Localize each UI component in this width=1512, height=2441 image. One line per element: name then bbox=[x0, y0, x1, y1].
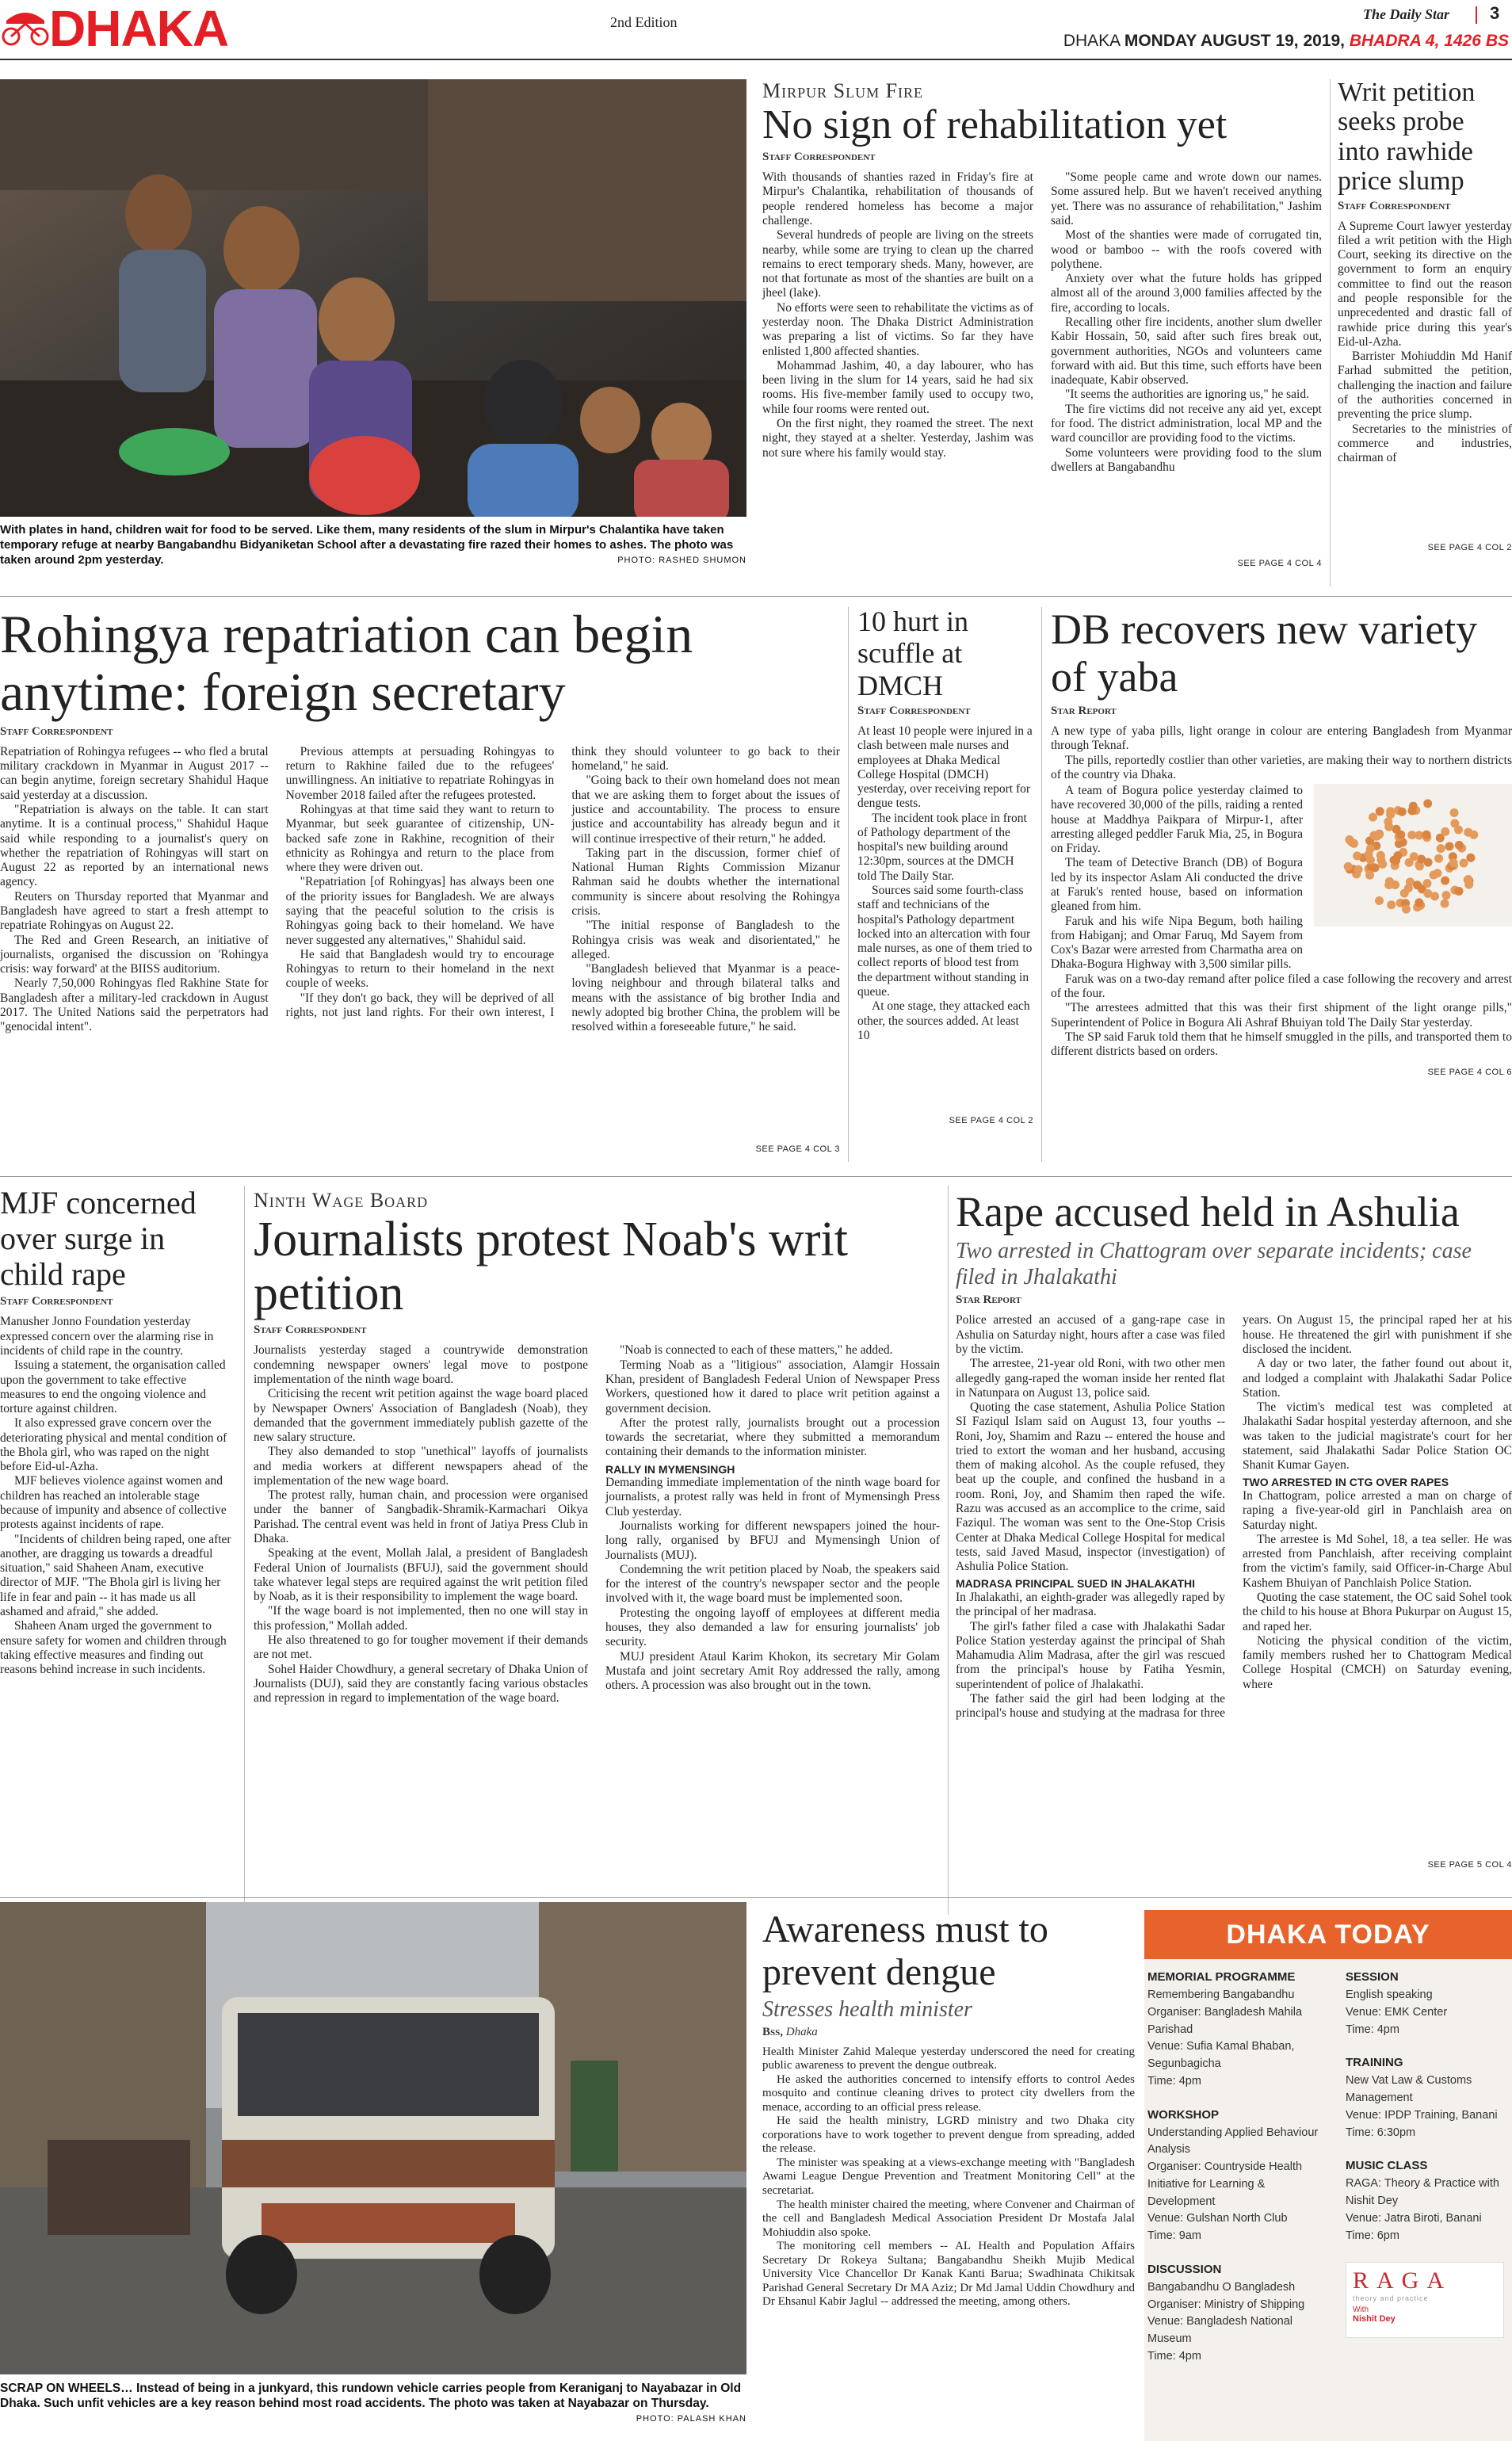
pill-dot bbox=[1376, 856, 1385, 865]
event-heading: DISCUSSION bbox=[1147, 2262, 1222, 2276]
event-line: Venue: Sufia Kamal Bhaban, Segunbagicha bbox=[1147, 2040, 1295, 2070]
story-body bbox=[762, 2046, 1135, 2309]
column-rule bbox=[948, 1186, 949, 1915]
pill-dot bbox=[1375, 896, 1384, 905]
story-headline[interactable]: 10 hurt in scuffle at DMCH bbox=[857, 605, 968, 701]
story-byline: Staff Correspondent bbox=[0, 1295, 113, 1308]
paragraph: The father said the girl had been lodging at the principal's house and studying at the madrasa for three years. On August 15, the principal raped her at his house. He threatened the girl with punishment if she disclosed the incident. bbox=[956, 1313, 1512, 1721]
rickshaw-logo-icon bbox=[2, 5, 49, 48]
paragraph: Health Minister Zahid Maleque yesterday underscored the need for creating public awareness to prevent the dengue outbreak. bbox=[762, 2045, 1135, 2072]
paragraph: Secretaries to the ministries of commerce and industries, chairman of bbox=[1338, 422, 1512, 465]
paragraph: He asked the authorities concerned to intensify efforts to control Aedes mosquito and continue cleaning drives to protect city dwellers from the menace, according to an official press release. bbox=[762, 2072, 1135, 2114]
story-noab bbox=[254, 1189, 940, 1855]
story-body bbox=[0, 745, 840, 1143]
pill-dot bbox=[1430, 892, 1439, 900]
paragraph: "Bangladesh believed that Myanmar is a peace-loving neighbour and through bilateral talks and means with the assistance of big brother India and newly adopted big brother China, the problem will be resolved within a foreseeable future," he said. bbox=[571, 962, 840, 1034]
paragraph: The monitoring cell members -- AL Health and Population Affairs Secretary Dr Rokeya Sultana; Bangabandhu Sheikh Mujib Medical University Vice Chancellor Dr Kanak Kanti Barua; Swadhinata Chikitsak Parishad General Secretary Dr MA Aziz; Dr Md Jamal Uddin Chowdhury and Dr Ehsanul Kabir Jaglul -- addressed the meeting, among others. bbox=[762, 2240, 1135, 2309]
pill-dot bbox=[1455, 887, 1464, 896]
paragraph: Previous attempts at persuading Rohingyas to return to Rakhine failed due to the refugees' unwillingness. An initiative to repatriate Rohingyas in November 2018 failed after the refugees protested. bbox=[285, 744, 555, 802]
paragraph: A new type of yaba pills, light orange in colour are entering Bangladesh from Myanmar through Teknaf. bbox=[1051, 724, 1512, 753]
paragraph: He said that Bangladesh would try to encourage Rohingyas to return to their homeland in the next couple of weeks. bbox=[285, 947, 555, 991]
section-title: DHAKA bbox=[49, 0, 229, 57]
paragraph: Condemning the writ petition placed by Noab, the speakers said for the interest of the country's newspaper sector and the people involved with it, the wage board must be implemented soon. bbox=[605, 1562, 940, 1606]
paragraph: Criticising the recent writ petition against the wage board placed by Newspaper Owners' Association of Bangladesh (Noab), they demanded that the government immediately publish gazette of the new salary structure. bbox=[254, 1387, 588, 1445]
pill-dot bbox=[1424, 858, 1433, 867]
paragraph: "If they don't go back, they will be deprived of all rights, not just land rights. For their own interest, I think they should volunteer to go back to their homeland," he said. bbox=[285, 744, 840, 1019]
paragraph: Some volunteers were providing food to the slum dwellers at Bangabandhu bbox=[1051, 445, 1322, 474]
paragraph: After the protest rally, journalists brought out a procession towards the secretariat, where they submitted a memorandum containing their demands to the information minister. bbox=[605, 1415, 940, 1459]
pill-dot bbox=[1405, 858, 1414, 867]
pill-dot bbox=[1460, 859, 1468, 868]
event-line: Venue: Gulshan North Club bbox=[1147, 2212, 1288, 2225]
paragraph: Issuing a statement, the organisation called upon the government to take effective measures to end the ongoing violence and torture against children. bbox=[0, 1358, 226, 1416]
pill-dot bbox=[1384, 823, 1393, 831]
event-line: Venue: EMK Center bbox=[1346, 2005, 1448, 2019]
paragraph: Terming Noab as a "litigious" association, Alamgir Hossain Khan, president of Bangladesh Federal Union of Newspaper Press Workers, questioned how it dared to place writ petition against a government decision. bbox=[605, 1358, 940, 1415]
paragraph: Nearly 7,50,000 Rohingyas fled Rakhine State for Bangladesh after a military-led crackdown in August 2017. The United Nations said the perpetrators had "genocidal intent". bbox=[0, 976, 269, 1034]
story-kicker: Mirpur Slum Fire bbox=[762, 79, 924, 102]
paragraph: Reuters on Thursday reported that Myanmar and Bangladesh have agreed to start a fresh attempt to repatriate Rohingyas on August 22. bbox=[0, 889, 269, 933]
event-line: Time: 6pm bbox=[1346, 2229, 1399, 2242]
pill-dot bbox=[1442, 891, 1451, 900]
paragraph: Noticing the physical condition of the victim, family members rushed her to Chattogram Medical College Hospital (CMCH) on Saturday evening, where bbox=[1243, 1633, 1512, 1691]
paragraph: "Repatriation is always on the table. It can start anytime. It is a continual process," Shahidul Haque said while responding to a journalist's query on whether the repatriation of Rohingyas will start on August 22 as reported by an international news agency. bbox=[0, 803, 269, 889]
paragraph: Police arrested an accused of a gang-rape case in Ashulia on Saturday night, hours after a case was filed by the victim. bbox=[956, 1313, 1225, 1356]
event-line: Time: 6:30pm bbox=[1346, 2126, 1416, 2139]
paragraph: Recalling other fire incidents, another slum dweller Kabir Hossain, 50, said after such fires break out, government authorities, NGOs and volunteers came forward with aid. But this time, such efforts have been inadequate, Kabir observed. bbox=[1051, 315, 1322, 388]
subhead: TWO ARRESTED IN CTG OVER RAPES bbox=[1243, 1476, 1449, 1489]
paragraph: Barrister Mohiuddin Md Hanif Farhad submitted the petition, challenging the inaction and failure of the authorities concerned in preventing the price slump. bbox=[1338, 350, 1512, 422]
story-body-bottom bbox=[1051, 972, 1512, 1066]
story-body bbox=[857, 724, 1033, 1114]
horizontal-rule bbox=[0, 596, 1512, 597]
raga-ad[interactable] bbox=[1346, 2262, 1504, 2338]
pill-dot bbox=[1437, 844, 1445, 853]
event-heading: SESSION bbox=[1346, 1970, 1399, 1984]
pill-dot bbox=[1441, 827, 1449, 836]
pill-dot bbox=[1466, 854, 1475, 862]
paragraph: Quoting the case statement, the OC said Sohel took the child to his house at Bhora Pukurpar on August 15, and raped her. bbox=[1243, 1590, 1512, 1633]
column-rule bbox=[1330, 79, 1331, 586]
subhead: RALLY IN MYMENSINGH bbox=[605, 1462, 735, 1476]
event-heading: TRAINING bbox=[1346, 2056, 1403, 2070]
paragraph: The team of Detective Branch (DB) of Bogura led by its inspector Aslam Ali conducted the drive at Faruk's rented house, based on information gleaned from him. bbox=[1051, 856, 1303, 914]
paragraph: The health minister chaired the meeting, where Convener and Chairman of the cell and Bangladesh Medical Association President Dr Mostafa Jalal Mohiuddin also spoke. bbox=[762, 2198, 1135, 2239]
dateline bbox=[1030, 32, 1509, 51]
masthead-rule bbox=[0, 59, 1512, 60]
event-block bbox=[1346, 2056, 1504, 2141]
pill-dot bbox=[1441, 877, 1449, 885]
column-rule bbox=[1041, 607, 1042, 1162]
pill-dot bbox=[1396, 831, 1405, 839]
horizontal-rule bbox=[0, 1176, 1512, 1177]
event-line: Organiser: Ministry of Shipping bbox=[1147, 2298, 1305, 2311]
paragraph: The incident took place in front of Pathology department of the hospital's new building around 12:30pm, sources at the DMCH told The Daily Star. bbox=[857, 811, 1027, 883]
paragraph: The SP said Faruk told them that he himself smuggled in the pills, and transported them to different districts based on orders. bbox=[1051, 1029, 1512, 1059]
event-block bbox=[1346, 1970, 1504, 2038]
paragraph: Mohammad Jashim, 40, a day labourer, who has been living in the slum for 14 years, said he had six rooms. His five-member family used to occupy two, while four rooms were rented out. bbox=[762, 358, 1033, 416]
event-line: Understanding Applied Behaviour Analysis bbox=[1147, 2126, 1319, 2156]
story-ashulia bbox=[956, 1189, 1512, 1870]
pill-dot bbox=[1430, 871, 1438, 880]
event-line: Remembering Bangabandhu bbox=[1147, 1988, 1295, 2001]
dhaka-today-columns bbox=[1144, 1959, 1512, 2383]
pill-dot bbox=[1398, 808, 1407, 816]
paragraph: The protest rally, human chain, and procession were organised under the banner of Sangbadik-Shramik-Karmachari Oikya Parishad. The central event was held in front of Jatiya Press Club in Dhaka. bbox=[254, 1488, 588, 1546]
slum-children-photo bbox=[0, 79, 746, 517]
paragraph: The girl's father filed a case with Jhalakathi Sadar Police Station yesterday against the principal of Shah Mahamudia Alim Madrasa, after the girl was rescued from the principal's house by Fatiha Yesmin, superintendent of police of Jhalakathi. bbox=[956, 1619, 1225, 1691]
paragraph: MJF believes violence against women and children has reached an intolerable stage because of impunity and absence of collective protests against incidents of rape. bbox=[0, 1474, 227, 1532]
story-byline: Star Report bbox=[1051, 704, 1117, 717]
yaba-pills-photo bbox=[1314, 784, 1512, 926]
event-line: English speaking bbox=[1346, 1988, 1433, 2001]
events-left bbox=[1147, 1970, 1333, 2383]
pill-dot bbox=[1376, 807, 1384, 816]
pill-dot bbox=[1450, 819, 1459, 828]
story-byline: Staff Correspondent bbox=[857, 704, 971, 717]
paragraph: The victim's medical test was completed at Jhalakathi Sadar hospital yesterday afternoon, and she was taken to the judicial magistrate's court for her statement, said Jhalakathi Sadar Police Station OC Shanit Kumar Gayen. bbox=[1243, 1400, 1512, 1473]
paragraph: A day or two later, the father found out about it, and lodged a complaint with Jhalakathi Sadar Police Station. bbox=[1243, 1357, 1512, 1400]
pill-dot bbox=[1369, 813, 1377, 822]
paragraph: In Jhalakathi, an eighth-grader was allegedly raped by the principal of her madrasa. bbox=[956, 1590, 1225, 1619]
paragraph: Several hundreds of people are living on the streets nearby, while some are trying to clean up the charred remains to erect temporary sheds. Many, however, are not that fortunate as most of the shanties are built on a jheel (lake). bbox=[762, 228, 1033, 300]
pill-dot bbox=[1434, 854, 1443, 863]
photo-credit: PHOTO: PALASH KHAN bbox=[636, 2413, 746, 2424]
event-line: Venue: IPDP Training, Banani bbox=[1346, 2108, 1498, 2122]
dhaka-today-box bbox=[1144, 1910, 1512, 2441]
paragraph: No efforts were seen to rehabilitate the victims as of yesterday noon. The Dhaka District Administration was preparing a list of victims. So far they have enlisted 1,800 affected shanties. bbox=[762, 300, 1033, 358]
pill-dot bbox=[1413, 881, 1422, 889]
story-byline: Staff Correspondent bbox=[254, 1324, 367, 1337]
paragraph: The pills, reportedly costlier than other varieties, are making their way to northern districts of the country via Dhaka. bbox=[1051, 753, 1512, 781]
dateline-bengali: BHADRA 4, 1426 BS bbox=[1349, 32, 1509, 50]
paragraph: Manusher Jonno Foundation yesterday expressed concern over the alarming rise in incidents of child rape in the country. bbox=[0, 1315, 214, 1358]
paragraph: "Some people came and wrote down our names. Some assured help. But we haven't received anything yet. There was no assurance of rehabilitation," Jashim said. bbox=[1051, 170, 1322, 227]
story-yaba bbox=[1051, 605, 1512, 1077]
story-body bbox=[762, 170, 1322, 557]
event-line: Time: 9am bbox=[1147, 2229, 1201, 2242]
paragraph: "Going back to their own homeland does not mean that we are asking them to forget about the issues of justice and accountability. The process to ensure justice and accountability has already begun and it will continue irrespective of their return," he added. bbox=[571, 774, 840, 846]
paragraph: "Incidents of children being raped, one after another, are dragging us towards a dreadful situation," said Shaheen Anam, executive director of MJF. "The Bhola girl is living her life in fear and pain -- it has made us all ashamed and afraid," she added. bbox=[0, 1532, 231, 1619]
paragraph: Shaheen Anam urged the government to ensure safety for women and children through taking effective measures and finding out reasons behind increase in such incidents. bbox=[0, 1619, 227, 1677]
story-body bbox=[1051, 724, 1512, 782]
story-writ bbox=[1338, 78, 1512, 552]
subhead: MADRASA PRINCIPAL SUED IN JHALAKATHI bbox=[956, 1577, 1196, 1591]
paragraph: Rohingyas at that time said they want to return to Myanmar, but seek guarantee of citizenship, UN-backed safe zone in Rakhine, recognition of their ethnicity as Rohingya and return to the place from where they were driven out. bbox=[285, 803, 555, 875]
story-body bbox=[0, 1315, 235, 1882]
byline-org: Bss, bbox=[762, 2025, 783, 2038]
paragraph: On the first night, they roamed the street. The next night, they stayed at a shelter. Yesterday, Jashim was not sure where his family would stay. bbox=[762, 416, 1033, 460]
dateline-city: DHAKA bbox=[1063, 32, 1121, 50]
pill-dot bbox=[1371, 863, 1380, 872]
paragraph: The minister was speaking at a views-exchange meeting with "Bangladesh Awami League Dengue Prevention and Treatment Monitoring Cell" at the secretariat. bbox=[762, 2156, 1135, 2197]
paragraph: The fire victims did not receive any aid yet, except for food. The district administration, local MP and the ward councillor are providing food to the victims. bbox=[1051, 402, 1322, 445]
event-line: Time: 4pm bbox=[1346, 2023, 1399, 2036]
paragraph: He also threatened to go for tougher movement if their demands are not met. bbox=[254, 1633, 588, 1662]
story-byline: Star Report bbox=[956, 1293, 1021, 1307]
paragraph: The Red and Green Research, an initiative of journalists, organised the discussion on 'Rohingya crisis: way forward' at the BIISS auditorium. bbox=[0, 933, 269, 976]
pill-dot bbox=[1404, 884, 1413, 892]
paragraph: Sources said some fourth-class staff and technicians of the hospital's Pathology department locked into an altercation with four male nurses, as one of them tried to collect reports of blood test from the department without standing in queue. bbox=[857, 884, 1033, 999]
scrap-photo-caption bbox=[0, 2381, 746, 2425]
event-block bbox=[1346, 2159, 1504, 2244]
event-line: RAGA: Theory & Practice with Nishit Dey bbox=[1346, 2177, 1499, 2207]
story-body-left bbox=[1051, 784, 1303, 972]
dhaka-today-header bbox=[1144, 1910, 1512, 1959]
story-headline[interactable]: No sign of rehabilitation yet bbox=[762, 102, 1228, 147]
story-headline[interactable]: Rohingya repatriation can begin anytime: foreign secretary bbox=[0, 604, 693, 723]
story-body bbox=[1338, 220, 1512, 541]
brand-name: The Daily Star bbox=[1363, 6, 1450, 22]
pill-dot bbox=[1441, 900, 1449, 908]
story-headline[interactable]: Awareness must to prevent dengue bbox=[762, 1908, 1048, 1993]
paragraph: Journalists working for different newspapers joined the hour-long rally, organised by BFUJ and Mymensingh Union of Journalists (MUJ). bbox=[605, 1518, 940, 1562]
yaba-section bbox=[1051, 784, 1512, 972]
paragraph: "Noab is connected to each of these matters," he added. bbox=[620, 1343, 893, 1358]
pill-dot bbox=[1365, 850, 1373, 859]
pill-dot bbox=[1353, 851, 1361, 860]
pill-dot bbox=[1449, 858, 1458, 867]
photo-credit: PHOTO: RASHED SHUMON bbox=[617, 555, 746, 565]
pill-dot bbox=[1392, 857, 1400, 865]
events-right bbox=[1346, 1970, 1504, 2383]
paragraph: Faruk was on a two-day remand after police filed a case following the recovery and arrest of the four. bbox=[1051, 972, 1512, 1000]
paragraph: A team of Bogura police yesterday claimed to have recovered 30,000 of the pills, raiding a rented house at Maddhya Paikpara of Mirpur-1, after arresting alleged peddler Faruk Mia, 25, in Bogura on Friday. bbox=[1051, 784, 1303, 856]
paragraph: He said the health ministry, LGRD ministry and two Dhaka city corporations have to work together to prevent dengue from spreading, added the release. bbox=[762, 2114, 1135, 2156]
jump-line[interactable]: SEE PAGE 4 COL 6 bbox=[1427, 1067, 1512, 1077]
story-rohingya bbox=[0, 605, 840, 1154]
scrap-vehicle-photo bbox=[0, 1902, 746, 2374]
jump-line[interactable]: SEE PAGE 4 COL 3 bbox=[755, 1144, 840, 1154]
story-headline[interactable]: Journalists protest Noab's writ petition bbox=[254, 1213, 848, 1321]
paragraph: "Repatriation [of Rohingyas] has always been one of the priority issues for Bangladesh. We are always saying that the peaceful solution to the crisis is Rohingyas going back to their homeland. We have never suggested any alternatives," Shahidul said. bbox=[285, 875, 555, 947]
event-heading: MEMORIAL PROGRAMME bbox=[1147, 1970, 1296, 1984]
story-mirpur bbox=[762, 79, 1322, 568]
jump-line[interactable]: SEE PAGE 4 COL 2 bbox=[949, 1115, 1033, 1125]
caption-text: With plates in hand, children wait for food to be served. Like them, many residents of the slum in Mirpur's Chalantika have taken temporary refuge at nearby Bangabandhu Bidyaniketan School after a devastating fire razed their homes to ashes. The photo was taken around 2pm yesterday. bbox=[0, 523, 734, 567]
pill-dot bbox=[1375, 831, 1384, 839]
pill-dot bbox=[1422, 831, 1431, 839]
paragraph: In Chattogram, police arrested a man on charge of raping a five-year-old girl in Panchlaish area on Saturday night. bbox=[1243, 1488, 1512, 1532]
story-subheadline: Stresses health minister bbox=[762, 1996, 972, 2022]
event-line: Organiser: Bangladesh Mahila Parishad bbox=[1147, 2005, 1303, 2036]
pill-dot bbox=[1464, 875, 1472, 884]
paragraph: Journalists yesterday staged a countrywide demonstration condemning newspaper owners' legal move to postpone implementation of the ninth wage board. bbox=[254, 1343, 588, 1386]
raga-with: With bbox=[1353, 2305, 1369, 2315]
pill-dot bbox=[1386, 807, 1395, 816]
event-line: New Vat Law & Customs Management bbox=[1346, 2074, 1472, 2104]
story-kicker: Ninth Wage Board bbox=[254, 1189, 429, 1212]
pill-dot bbox=[1409, 802, 1418, 811]
paragraph: Speaking at the event, Mollah Jalal, a president of Bangladesh Federal Union of Journalists (BFUJ), said the government should take whatever legal steps are required against the writ petition filed by Noab, as it is their responsibility to implement the wage board. bbox=[254, 1546, 588, 1604]
event-line: Time: 4pm bbox=[1147, 2074, 1201, 2088]
paragraph: With thousands of shanties razed in Friday's fire at Mirpur's Chalantika, rehabilitation of thousands of people rendered homeless has become a major challenge. bbox=[762, 170, 1033, 227]
story-byline: Staff Correspondent bbox=[0, 724, 113, 738]
pill-dot bbox=[1464, 828, 1472, 837]
story-body bbox=[956, 1313, 1512, 1858]
paragraph: It also expressed grave concern over the deteriorating physical and mental condition of the Bhola girl, who was raped on the night before Eid-ul-Azha. bbox=[0, 1416, 227, 1474]
byline-city: Dhaka bbox=[785, 2025, 818, 2038]
jump-line[interactable]: SEE PAGE 5 COL 4 bbox=[1427, 1860, 1512, 1870]
paragraph: Protesting the ongoing layoff of employees at different media houses, they also demanded a law for ensuring journalists' job security. bbox=[605, 1606, 940, 1649]
story-dmch bbox=[857, 605, 1033, 1125]
horizontal-rule bbox=[0, 1897, 1512, 1898]
paragraph: "If the wage board is not implemented, then no one will stay in this profession," Mollah added. bbox=[254, 1604, 588, 1633]
paragraph: The arrestee is Md Sohel, 18, a tea seller. He was arrested from Panchlaish, after receiving complaint from the victim's family, said Officer-in-Charge Abul Kashem Bhuiyan of Panchlaish Police Station. bbox=[1243, 1532, 1512, 1590]
raga-tagline: theory and practice bbox=[1353, 2294, 1429, 2303]
paragraph: The arrestee, 21-year old Roni, with two other men allegedly gang-raped the woman inside her rented flat in Natunpara on August 13, police said. bbox=[956, 1357, 1225, 1400]
paragraph: Sohel Haider Chowdhury, a general secretary of Dhaka Union of Journalists (DUJ), said they are constantly facing various obstacles and repression in regard to implementation of the wage board. bbox=[254, 1662, 588, 1706]
dateline-date: MONDAY AUGUST 19, 2019, bbox=[1124, 32, 1346, 50]
story-dengue bbox=[762, 1908, 1135, 2309]
paragraph: A Supreme Court lawyer yesterday filed a writ petition with the High Court, seeking its directive on the government to form an enquiry committee to find out the reason and people responsible for the unprecedented and drastic fall of rawhide price during this year's Eid-ul-Azha. bbox=[1338, 219, 1512, 349]
paragraph: Faruk and his wife Nipa Begum, both hailing from Habiganj; and Omar Faruq, Md Sayem from Cox's Bazar were arrested from Charmatha area on Dhaka-Bogura Highway with 3,500 similar pills. bbox=[1051, 914, 1303, 972]
story-byline bbox=[762, 2026, 1135, 2039]
pill-dot bbox=[1415, 898, 1423, 907]
pill-dot bbox=[1345, 835, 1354, 844]
slum-photo-caption bbox=[0, 523, 746, 567]
pill-dot bbox=[1344, 862, 1353, 871]
jump-line[interactable]: SEE PAGE 4 COL 4 bbox=[1237, 559, 1322, 569]
caption-text: SCRAP ON WHEELS… Instead of being in a junkyard, this rundown vehicle carries people from Keraniganj to Nayabazar in Old Dhaka. Such unfit vehicles are a key reason behind most road accidents. The photo was taken at Nayabazar on Thursday. bbox=[0, 2382, 742, 2411]
pill-dot bbox=[1415, 831, 1423, 840]
paragraph: Most of the shanties were made of corrugated tin, wood or bamboo -- with the roofs covered with polythene. bbox=[1051, 228, 1322, 271]
event-line: Venue: Bangladesh National Museum bbox=[1147, 2315, 1293, 2345]
story-headline[interactable]: Rape accused held in Ashulia bbox=[956, 1188, 1460, 1236]
jump-line[interactable]: SEE PAGE 4 COL 2 bbox=[1427, 542, 1512, 552]
dhaka-today-title: DHAKA TODAY bbox=[1226, 1919, 1430, 1950]
event-block bbox=[1147, 1970, 1333, 2091]
paragraph: Quoting the case statement, Ashulia Police Station SI Faziqul Islam said on August 13, four youths -- Roni, Joy, Shamim and Razu -- entered the house and tried to extort the woman and her husband, accusing them of making alcohol. As the couple refused, they beat up the couple, and confined the husband in a room. Roni, Joy, and Shamim then raped the wife. Razu was accused as an accomplice to the crime, said Faziqul. The woman was sent to the One-Stop Crisis Center at Dhaka Medical College Hospital for medical tests, said Javed Masud, inspector (investigation) of Ashulia Police Station. bbox=[956, 1400, 1225, 1574]
event-heading: MUSIC CLASS bbox=[1346, 2159, 1428, 2173]
event-line: Venue: Jatra Biroti, Banani bbox=[1346, 2211, 1482, 2225]
raga-logo: RAGA bbox=[1353, 2267, 1453, 2294]
pill-dot bbox=[1445, 842, 1454, 850]
story-headline[interactable]: Writ petition seeks probe into rawhide price slump bbox=[1338, 78, 1476, 197]
event-line: Bangabandhu O Bangladesh bbox=[1147, 2280, 1296, 2294]
pill-dot bbox=[1387, 900, 1396, 909]
story-byline: Staff Correspondent bbox=[762, 151, 876, 164]
story-mjf bbox=[0, 1186, 235, 1882]
event-block bbox=[1147, 2263, 1333, 2366]
column-rule bbox=[848, 607, 849, 1162]
page-divider bbox=[1476, 6, 1477, 24]
pill-dot bbox=[1450, 808, 1459, 817]
paragraph: "It seems the authorities are ignoring us," he said. bbox=[1065, 388, 1309, 402]
pill-dot bbox=[1423, 879, 1432, 888]
story-subheadline: Two arrested in Chattogram over separate incidents; case filed in Jhalakathi bbox=[956, 1239, 1472, 1290]
paragraph: At least 10 people were injured in a clash between male nurses and employees at Dhaka Medical College Hospital (DMCH) yesterday, over receiving report for dengue tests. bbox=[857, 724, 1033, 811]
pill-dot bbox=[1423, 799, 1432, 808]
paragraph: Taking part in the discussion, former chief of National Human Rights Commission Mizanur Rahman said he doubts whether the international community is sincere about resolving the Rohingya crisis. bbox=[571, 846, 840, 918]
edition-label: 2nd Edition bbox=[610, 14, 678, 30]
event-heading: WORKSHOP bbox=[1147, 2107, 1219, 2122]
pill-dot bbox=[1384, 881, 1393, 889]
paragraph: MUJ president Ataul Karim Khokon, its secretary Mir Golam Mustafa and joint secretary Amit Roy addressed the rally, among others. A procession was also brought out in the town. bbox=[605, 1649, 940, 1693]
paragraph: "The arrestees admitted that this was their first shipment of the light orange pills," Superintendent of Police in Bogura Ali Ashraf Bhuiyan told The Daily Star yesterday. bbox=[1051, 1001, 1512, 1029]
page-number: 3 bbox=[1490, 3, 1500, 23]
story-body bbox=[254, 1343, 940, 1855]
paragraph: "The initial response of Bangladesh to the Rohingya crisis was weak and disorientated," he alleged. bbox=[571, 919, 840, 961]
raga-name: Nishit Dey bbox=[1353, 2314, 1396, 2324]
paragraph: Demanding immediate implementation of the ninth wage board for journalists, a protest rally was held in front of Mymensingh Press Club yesterday. bbox=[605, 1476, 940, 1518]
paragraph: Anxiety over what the future holds has gripped almost all of the around 3,000 families affected by the fire, according to locals. bbox=[1051, 272, 1322, 315]
event-line: Organiser: Countryside Health Initiative for Learning & Development bbox=[1147, 2160, 1303, 2208]
paragraph: Repatriation of Rohingya refugees -- who fled a brutal military crackdown in Myanmar in August 2017 -- can begin anytime, foreign secretary Shahidul Haque said yesterday at a discussion. bbox=[0, 744, 269, 802]
paragraph: At one stage, they attacked each other, the sources added. At least 10 bbox=[857, 999, 1030, 1042]
column-rule bbox=[244, 1186, 245, 1915]
masthead bbox=[0, 0, 1512, 57]
story-byline: Staff Correspondent bbox=[1338, 199, 1451, 212]
paragraph: They also demanded to stop "unethical" layoffs of journalists and media workers at different newspapers ahead of the implementation of the new wage board. bbox=[254, 1445, 588, 1488]
story-headline[interactable]: MJF concerned over surge in child rape bbox=[0, 1185, 197, 1292]
event-line: Time: 4pm bbox=[1147, 2349, 1201, 2363]
pill-dot bbox=[1455, 841, 1464, 850]
event-block bbox=[1147, 2108, 1333, 2245]
story-headline[interactable]: DB recovers new variety of yaba bbox=[1051, 605, 1478, 701]
pill-dot bbox=[1402, 905, 1411, 914]
pill-dot bbox=[1354, 865, 1363, 874]
